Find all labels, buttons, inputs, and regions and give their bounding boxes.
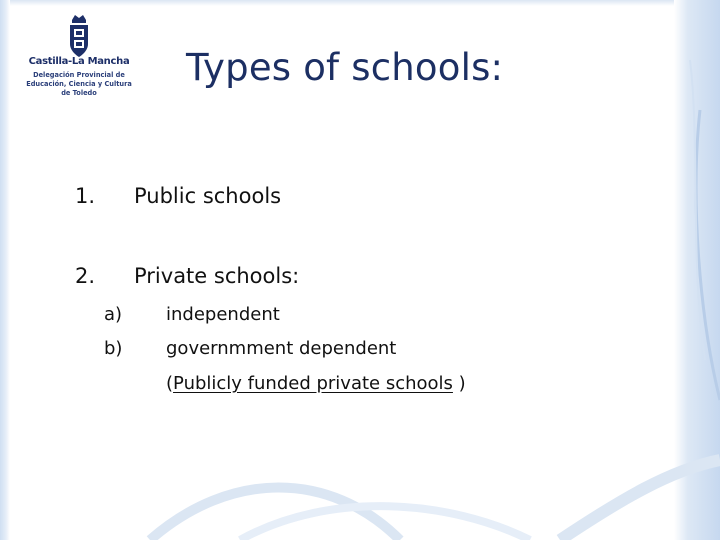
sublist-item-independent: independent <box>166 304 280 325</box>
sublist-note <box>166 373 466 394</box>
note-open-paren: ( <box>166 373 174 394</box>
logo-name: Castilla-La Mancha <box>28 56 130 67</box>
list-number: 1. <box>75 184 96 208</box>
note-close-paren: ) <box>452 373 466 394</box>
logo <box>18 10 138 110</box>
coat-of-arms-icon <box>67 12 91 60</box>
sublist-letter: a) <box>104 304 123 325</box>
sublist-letter: b) <box>104 338 123 359</box>
list-item-public-schools: Public schools <box>134 184 282 208</box>
note-publicly-funded: Publicly funded private schools <box>173 373 453 394</box>
logo-line: Educación, Ciencia y Cultura <box>26 80 132 88</box>
slide-title: Types of schools: <box>186 46 504 89</box>
logo-subtitle <box>18 71 140 98</box>
sublist-item-government-dependent: governmment dependent <box>166 338 397 359</box>
list-item-private-schools: Private schools: <box>134 264 300 288</box>
logo-line: de Toledo <box>61 89 97 97</box>
logo-line: Delegación Provincial de <box>33 71 125 79</box>
list-number: 2. <box>75 264 96 288</box>
